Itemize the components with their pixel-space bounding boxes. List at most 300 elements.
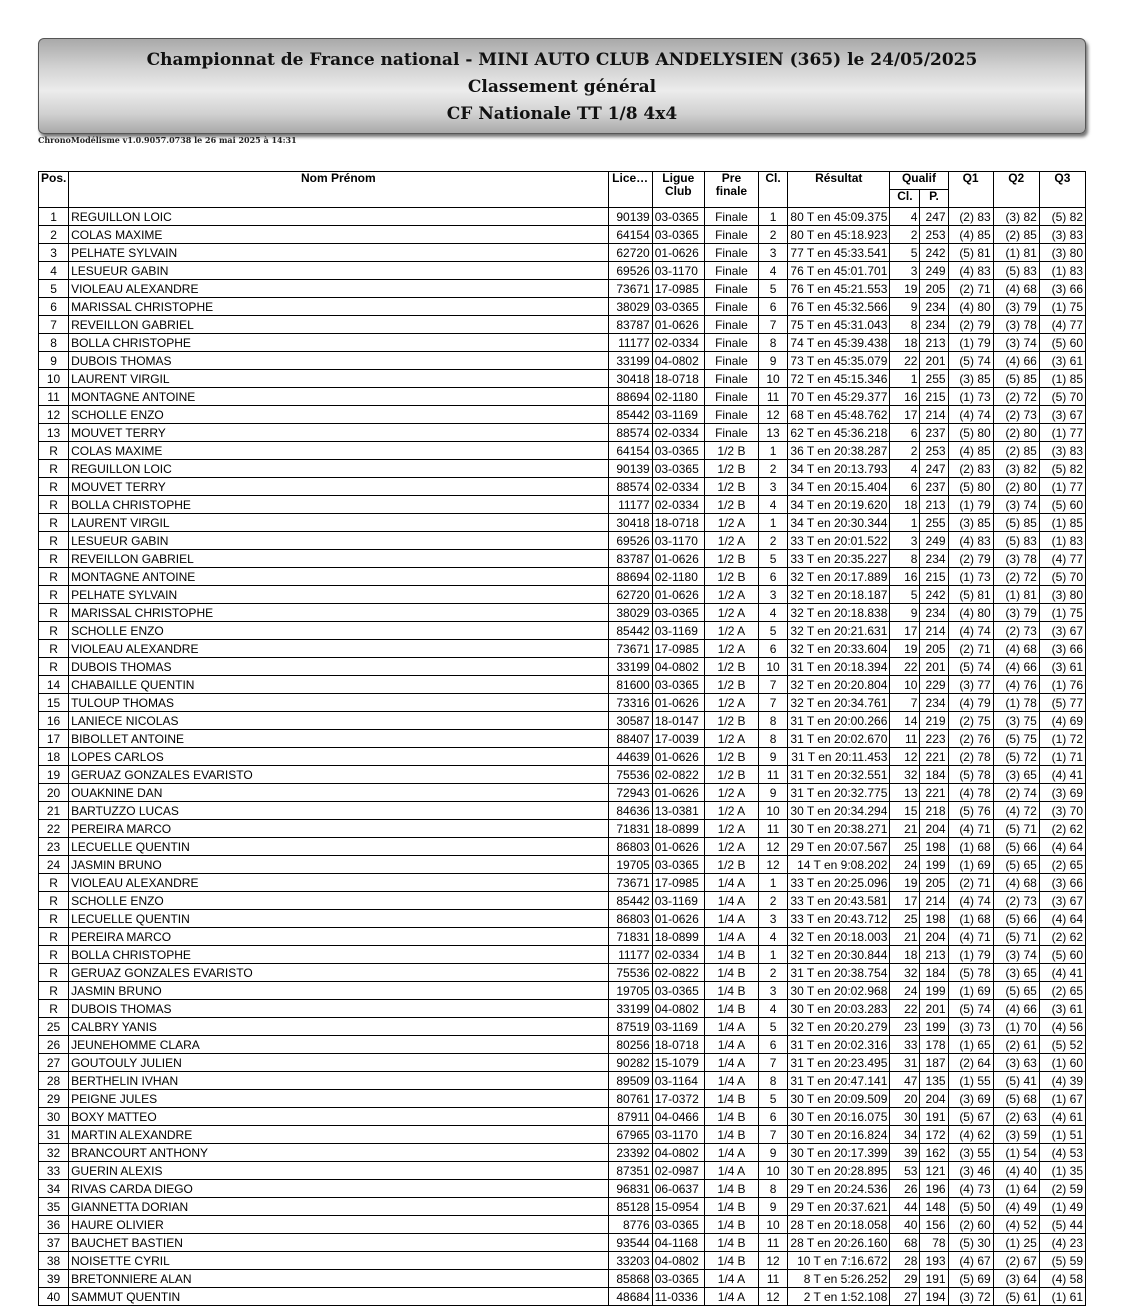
cell-q3: (3) 80 (1039, 586, 1085, 604)
cell-name: PEIGNE JULES (69, 1090, 609, 1108)
table-row (39, 244, 1086, 262)
cell-licence: 85442 (608, 892, 652, 910)
cell-qualif-p: 201 (920, 1000, 948, 1018)
cell-name: REGUILLON LOIC (69, 460, 609, 478)
table-row (39, 352, 1086, 370)
cell-pos: 7 (39, 316, 69, 334)
cell-prefinale: 1/4 B (704, 1090, 758, 1108)
table-row (39, 1126, 1086, 1144)
cell-q3: (4) 77 (1039, 550, 1085, 568)
cell-q2: (2) 73 (993, 406, 1039, 424)
header-finale: finale (715, 184, 748, 198)
cell-pos: R (39, 982, 69, 1000)
table-row (39, 370, 1086, 388)
cell-qualif-p: 249 (920, 532, 948, 550)
cell-q1: (5) 78 (948, 964, 993, 982)
cell-qualif-p: 215 (920, 388, 948, 406)
cell-cl: 5 (759, 550, 788, 568)
cell-q3: (3) 66 (1039, 874, 1085, 892)
header-club: Club (664, 184, 692, 198)
cell-resultat: 80 T en 45:09.375 (788, 208, 890, 226)
cell-resultat: 31 T en 20:23.495 (788, 1054, 890, 1072)
header-ligue-club (652, 172, 704, 208)
cell-ligue-club: 18-0718 (652, 514, 704, 532)
cell-cl: 12 (759, 838, 788, 856)
cell-q2: (3) 65 (993, 766, 1039, 784)
cell-name: LANIECE NICOLAS (69, 712, 609, 730)
cell-pos: 31 (39, 1126, 69, 1144)
cell-qualif-p: 213 (920, 496, 948, 514)
cell-ligue-club: 11-0336 (652, 1288, 704, 1306)
cell-prefinale: 1/2 A (704, 784, 758, 802)
cell-resultat: 30 T en 20:17.399 (788, 1144, 890, 1162)
cell-qualif-cl: 25 (890, 910, 920, 928)
cell-name: MARTIN ALEXANDRE (69, 1126, 609, 1144)
cell-q1: (3) 85 (948, 370, 993, 388)
cell-ligue-club: 03-0365 (652, 460, 704, 478)
cell-resultat: 32 T en 20:21.631 (788, 622, 890, 640)
cell-cl: 9 (759, 748, 788, 766)
cell-q3: (5) 82 (1039, 460, 1085, 478)
cell-resultat: 33 T en 20:43.581 (788, 892, 890, 910)
cell-qualif-cl: 24 (890, 856, 920, 874)
cell-name: JASMIN BRUNO (69, 856, 609, 874)
cell-cl: 3 (759, 586, 788, 604)
cell-qualif-p: 199 (920, 982, 948, 1000)
cell-pos: R (39, 910, 69, 928)
cell-pos: R (39, 568, 69, 586)
cell-resultat: 32 T en 20:33.604 (788, 640, 890, 658)
cell-q3: (2) 65 (1039, 982, 1085, 1000)
cell-qualif-p: 213 (920, 946, 948, 964)
cell-cl: 7 (759, 316, 788, 334)
cell-q1: (4) 83 (948, 532, 993, 550)
header-qualif-cl: Cl. (890, 190, 920, 208)
cell-name: GUERIN ALEXIS (69, 1162, 609, 1180)
header-q2: Q2 (993, 172, 1039, 208)
cell-resultat: 14 T en 9:08.202 (788, 856, 890, 874)
cell-resultat: 74 T en 45:39.438 (788, 334, 890, 352)
cell-pos: 4 (39, 262, 69, 280)
cell-q2: (5) 85 (993, 514, 1039, 532)
cell-pos: 12 (39, 406, 69, 424)
cell-q1: (2) 83 (948, 208, 993, 226)
cell-q3: (3) 67 (1039, 406, 1085, 424)
cell-q1: (5) 74 (948, 1000, 993, 1018)
cell-pos: 1 (39, 208, 69, 226)
cell-pos: R (39, 928, 69, 946)
cell-q2: (3) 82 (993, 460, 1039, 478)
cell-q3: (4) 39 (1039, 1072, 1085, 1090)
cell-resultat: 32 T en 20:34.761 (788, 694, 890, 712)
cell-name: BAUCHET BASTIEN (69, 1234, 609, 1252)
cell-qualif-cl: 25 (890, 838, 920, 856)
cell-q1: (3) 46 (948, 1162, 993, 1180)
cell-qualif-p: 247 (920, 460, 948, 478)
cell-qualif-cl: 15 (890, 802, 920, 820)
cell-pos: 21 (39, 802, 69, 820)
cell-q2: (5) 72 (993, 748, 1039, 766)
cell-resultat: 30 T en 20:02.968 (788, 982, 890, 1000)
cell-qualif-cl: 22 (890, 352, 920, 370)
cell-qualif-p: 205 (920, 874, 948, 892)
cell-licence: 90282 (608, 1054, 652, 1072)
cell-licence: 33199 (608, 1000, 652, 1018)
cell-qualif-cl: 9 (890, 298, 920, 316)
cell-q2: (4) 66 (993, 1000, 1039, 1018)
cell-q2: (3) 65 (993, 964, 1039, 982)
cell-resultat: 32 T en 20:18.187 (788, 586, 890, 604)
cell-name: LECUELLE QUENTIN (69, 838, 609, 856)
cell-qualif-cl: 7 (890, 694, 920, 712)
cell-q3: (3) 67 (1039, 892, 1085, 910)
cell-cl: 1 (759, 874, 788, 892)
cell-licence: 88574 (608, 478, 652, 496)
cell-qualif-cl: 4 (890, 460, 920, 478)
cell-ligue-club: 01-0626 (652, 910, 704, 928)
cell-prefinale: Finale (704, 226, 758, 244)
cell-q1: (3) 85 (948, 514, 993, 532)
cell-qualif-cl: 18 (890, 496, 920, 514)
cell-prefinale: 1/4 A (704, 1270, 758, 1288)
cell-resultat: 76 T en 45:21.553 (788, 280, 890, 298)
cell-name: LOPES CARLOS (69, 748, 609, 766)
cell-cl: 4 (759, 496, 788, 514)
cell-name: BIBOLLET ANTOINE (69, 730, 609, 748)
cell-q1: (4) 71 (948, 928, 993, 946)
cell-qualif-cl: 32 (890, 766, 920, 784)
cell-ligue-club: 03-1170 (652, 262, 704, 280)
cell-licence: 30418 (608, 370, 652, 388)
cell-pos: R (39, 874, 69, 892)
cell-q1: (1) 68 (948, 910, 993, 928)
cell-qualif-p: 249 (920, 262, 948, 280)
cell-name: VIOLEAU ALEXANDRE (69, 640, 609, 658)
cell-prefinale: 1/4 B (704, 1000, 758, 1018)
cell-name: BOLLA CHRISTOPHE (69, 496, 609, 514)
cell-resultat: 32 T en 20:18.003 (788, 928, 890, 946)
cell-licence: 88574 (608, 424, 652, 442)
cell-qualif-cl: 21 (890, 928, 920, 946)
table-row (39, 316, 1086, 334)
cell-q3: (5) 60 (1039, 946, 1085, 964)
cell-qualif-cl: 3 (890, 532, 920, 550)
cell-q1: (1) 55 (948, 1072, 993, 1090)
cell-qualif-p: 234 (920, 298, 948, 316)
cell-q1: (5) 69 (948, 1270, 993, 1288)
cell-q1: (4) 80 (948, 298, 993, 316)
cell-cl: 11 (759, 1270, 788, 1288)
cell-ligue-club: 04-1168 (652, 1234, 704, 1252)
cell-prefinale: 1/2 A (704, 820, 758, 838)
results-body (39, 208, 1086, 1306)
cell-cl: 13 (759, 424, 788, 442)
cell-resultat: 28 T en 20:18.058 (788, 1216, 890, 1234)
cell-q2: (5) 75 (993, 730, 1039, 748)
cell-cl: 5 (759, 622, 788, 640)
cell-qualif-p: 135 (920, 1072, 948, 1090)
cell-q3: (5) 60 (1039, 496, 1085, 514)
cell-name: DUBOIS THOMAS (69, 658, 609, 676)
table-row (39, 568, 1086, 586)
cell-q3: (1) 49 (1039, 1198, 1085, 1216)
cell-q3: (1) 77 (1039, 424, 1085, 442)
cell-ligue-club: 03-1169 (652, 892, 704, 910)
cell-ligue-club: 01-0626 (652, 784, 704, 802)
cell-licence: 64154 (608, 226, 652, 244)
cell-qualif-cl: 2 (890, 442, 920, 460)
cell-q2: (3) 74 (993, 496, 1039, 514)
cell-cl: 3 (759, 982, 788, 1000)
cell-q3: (3) 80 (1039, 244, 1085, 262)
cell-pos: 22 (39, 820, 69, 838)
cell-pos: 6 (39, 298, 69, 316)
cell-ligue-club: 17-0985 (652, 280, 704, 298)
cell-prefinale: Finale (704, 388, 758, 406)
cell-q3: (5) 70 (1039, 568, 1085, 586)
cell-resultat: 28 T en 20:26.160 (788, 1234, 890, 1252)
table-row (39, 604, 1086, 622)
cell-pos: 5 (39, 280, 69, 298)
cell-name: LESUEUR GABIN (69, 532, 609, 550)
cell-cl: 6 (759, 640, 788, 658)
cell-qualif-p: 172 (920, 1126, 948, 1144)
cell-q2: (5) 83 (993, 532, 1039, 550)
cell-q1: (2) 71 (948, 280, 993, 298)
cell-prefinale: 1/2 A (704, 604, 758, 622)
cell-name: OUAKNINE DAN (69, 784, 609, 802)
cell-name: LAURENT VIRGIL (69, 514, 609, 532)
header-ligue: Ligue (662, 171, 695, 185)
cell-resultat: 10 T en 7:16.672 (788, 1252, 890, 1270)
cell-licence: 88694 (608, 568, 652, 586)
cell-prefinale: 1/4 A (704, 1072, 758, 1090)
cell-q1: (3) 73 (948, 1018, 993, 1036)
cell-name: BRANCOURT ANTHONY (69, 1144, 609, 1162)
cell-qualif-cl: 27 (890, 1288, 920, 1306)
cell-q3: (5) 77 (1039, 694, 1085, 712)
cell-pos: 14 (39, 676, 69, 694)
cell-resultat: 62 T en 45:36.218 (788, 424, 890, 442)
table-row (39, 730, 1086, 748)
cell-ligue-club: 03-0365 (652, 1216, 704, 1234)
cell-resultat: 31 T en 20:32.775 (788, 784, 890, 802)
cell-q3: (4) 61 (1039, 1108, 1085, 1126)
cell-qualif-cl: 2 (890, 226, 920, 244)
cell-pos: 38 (39, 1252, 69, 1270)
cell-qualif-p: 201 (920, 352, 948, 370)
cell-q3: (1) 76 (1039, 676, 1085, 694)
cell-ligue-club: 17-0985 (652, 640, 704, 658)
cell-qualif-cl: 32 (890, 964, 920, 982)
cell-cl: 2 (759, 226, 788, 244)
cell-ligue-club: 13-0381 (652, 802, 704, 820)
cell-resultat: 31 T en 20:02.670 (788, 730, 890, 748)
cell-q2: (4) 68 (993, 874, 1039, 892)
cell-q1: (3) 77 (948, 676, 993, 694)
cell-licence: 87911 (608, 1108, 652, 1126)
cell-pos: 23 (39, 838, 69, 856)
cell-cl: 1 (759, 208, 788, 226)
cell-ligue-club: 02-0822 (652, 964, 704, 982)
cell-name: MOUVET TERRY (69, 424, 609, 442)
cell-q1: (2) 60 (948, 1216, 993, 1234)
cell-q2: (5) 61 (993, 1288, 1039, 1306)
cell-pos: 24 (39, 856, 69, 874)
cell-qualif-p: 194 (920, 1288, 948, 1306)
cell-qualif-cl: 13 (890, 784, 920, 802)
cell-licence: 96831 (608, 1180, 652, 1198)
cell-qualif-p: 205 (920, 280, 948, 298)
cell-resultat: 31 T en 20:02.316 (788, 1036, 890, 1054)
cell-qualif-p: 201 (920, 658, 948, 676)
cell-qualif-cl: 44 (890, 1198, 920, 1216)
cell-cl: 2 (759, 964, 788, 982)
table-row (39, 838, 1086, 856)
cell-qualif-p: 253 (920, 442, 948, 460)
cell-pos: 17 (39, 730, 69, 748)
table-row (39, 1216, 1086, 1234)
cell-q3: (3) 61 (1039, 352, 1085, 370)
header-cl: Cl. (759, 172, 788, 208)
cell-q3: (4) 58 (1039, 1270, 1085, 1288)
cell-pos: 11 (39, 388, 69, 406)
table-row (39, 532, 1086, 550)
cell-name: NOISETTE CYRIL (69, 1252, 609, 1270)
cell-resultat: 33 T en 20:35.227 (788, 550, 890, 568)
cell-q1: (5) 74 (948, 658, 993, 676)
cell-qualif-cl: 14 (890, 712, 920, 730)
table-row (39, 1234, 1086, 1252)
cell-prefinale: 1/4 B (704, 1126, 758, 1144)
cell-qualif-cl: 31 (890, 1054, 920, 1072)
cell-q1: (1) 68 (948, 838, 993, 856)
cell-q1: (4) 73 (948, 1180, 993, 1198)
cell-qualif-cl: 6 (890, 424, 920, 442)
cell-qualif-p: 221 (920, 784, 948, 802)
cell-ligue-club: 03-0365 (652, 442, 704, 460)
cell-resultat: 31 T en 20:18.394 (788, 658, 890, 676)
table-row (39, 1252, 1086, 1270)
cell-resultat: 76 T en 45:01.701 (788, 262, 890, 280)
cell-name: LECUELLE QUENTIN (69, 910, 609, 928)
cell-qualif-p: 196 (920, 1180, 948, 1198)
cell-qualif-p: 121 (920, 1162, 948, 1180)
table-row (39, 586, 1086, 604)
cell-q1: (2) 83 (948, 460, 993, 478)
cell-q3: (3) 61 (1039, 1000, 1085, 1018)
cell-name: VIOLEAU ALEXANDRE (69, 874, 609, 892)
cell-qualif-cl: 40 (890, 1216, 920, 1234)
cell-qualif-p: 255 (920, 370, 948, 388)
cell-pos: 3 (39, 244, 69, 262)
table-row (39, 442, 1086, 460)
cell-pos: 28 (39, 1072, 69, 1090)
cell-cl: 9 (759, 352, 788, 370)
cell-pos: R (39, 892, 69, 910)
cell-q3: (1) 72 (1039, 730, 1085, 748)
cell-ligue-club: 02-1180 (652, 568, 704, 586)
header-qualif: Qualif (890, 172, 948, 190)
cell-q3: (2) 65 (1039, 856, 1085, 874)
cell-qualif-cl: 3 (890, 262, 920, 280)
cell-licence: 93544 (608, 1234, 652, 1252)
cell-q2: (5) 65 (993, 982, 1039, 1000)
cell-q1: (3) 72 (948, 1288, 993, 1306)
cell-q2: (5) 85 (993, 370, 1039, 388)
cell-licence: 85442 (608, 622, 652, 640)
cell-pos: 8 (39, 334, 69, 352)
cell-qualif-p: 205 (920, 640, 948, 658)
table-row (39, 334, 1086, 352)
cell-q1: (5) 80 (948, 478, 993, 496)
cell-qualif-p: 198 (920, 838, 948, 856)
cell-prefinale: 1/4 B (704, 982, 758, 1000)
cell-q2: (3) 59 (993, 1126, 1039, 1144)
cell-licence: 90139 (608, 460, 652, 478)
cell-prefinale: 1/4 A (704, 910, 758, 928)
cell-q2: (4) 68 (993, 640, 1039, 658)
cell-ligue-club: 18-0718 (652, 1036, 704, 1054)
cell-ligue-club: 02-0822 (652, 766, 704, 784)
cell-q3: (2) 59 (1039, 1180, 1085, 1198)
cell-ligue-club: 17-0985 (652, 874, 704, 892)
cell-q2: (1) 78 (993, 694, 1039, 712)
cell-q3: (5) 70 (1039, 388, 1085, 406)
cell-prefinale: 1/2 B (704, 478, 758, 496)
cell-qualif-p: 218 (920, 802, 948, 820)
cell-name: MARISSAL CHRISTOPHE (69, 298, 609, 316)
cell-q3: (3) 66 (1039, 640, 1085, 658)
cell-ligue-club: 04-0802 (652, 658, 704, 676)
cell-name: BOLLA CHRISTOPHE (69, 946, 609, 964)
cell-q2: (5) 66 (993, 838, 1039, 856)
cell-q2: (2) 85 (993, 442, 1039, 460)
cell-prefinale: 1/4 B (704, 1252, 758, 1270)
cell-resultat: 30 T en 20:34.294 (788, 802, 890, 820)
cell-cl: 7 (759, 1054, 788, 1072)
cell-pos: 2 (39, 226, 69, 244)
cell-q1: (1) 73 (948, 568, 993, 586)
cell-pos: 40 (39, 1288, 69, 1306)
cell-licence: 8776 (608, 1216, 652, 1234)
cell-qualif-cl: 22 (890, 658, 920, 676)
cell-cl: 6 (759, 298, 788, 316)
cell-qualif-p: 234 (920, 694, 948, 712)
cell-cl: 1 (759, 514, 788, 532)
cell-q1: (5) 81 (948, 586, 993, 604)
cell-q3: (1) 67 (1039, 1090, 1085, 1108)
cell-ligue-club: 02-0334 (652, 496, 704, 514)
cell-licence: 11177 (608, 334, 652, 352)
cell-name: JEUNEHOMME CLARA (69, 1036, 609, 1054)
cell-q3: (5) 60 (1039, 334, 1085, 352)
table-row (39, 856, 1086, 874)
cell-qualif-cl: 19 (890, 874, 920, 892)
cell-cl: 9 (759, 1198, 788, 1216)
cell-q1: (2) 76 (948, 730, 993, 748)
cell-ligue-club: 01-0626 (652, 838, 704, 856)
cell-resultat: 30 T en 20:16.075 (788, 1108, 890, 1126)
cell-name: HAURE OLIVIER (69, 1216, 609, 1234)
cell-qualif-cl: 29 (890, 1270, 920, 1288)
cell-cl: 1 (759, 946, 788, 964)
cell-qualif-p: 214 (920, 892, 948, 910)
cell-ligue-club: 01-0626 (652, 550, 704, 568)
cell-qualif-cl: 39 (890, 1144, 920, 1162)
cell-name: SCHOLLE ENZO (69, 622, 609, 640)
cell-name: REVEILLON GABRIEL (69, 550, 609, 568)
